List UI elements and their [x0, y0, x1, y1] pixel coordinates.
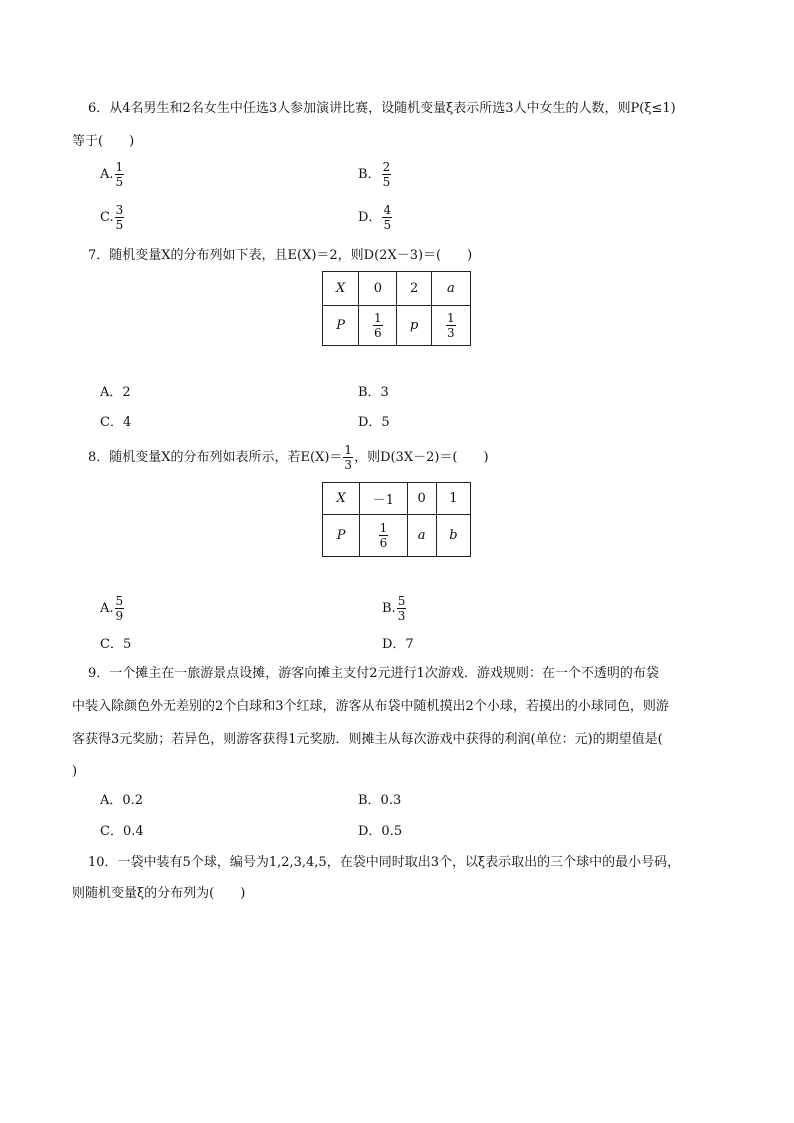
- q8-option-b-label: B.: [382, 601, 396, 616]
- q9-option-a: A．0.2: [100, 793, 144, 808]
- q8-table-value-0: 0: [407, 483, 436, 515]
- q9-stem-line4: ): [72, 764, 78, 779]
- q7-table-value-0: 0: [359, 272, 397, 306]
- q8-stem-post: ，则D(3X－2)＝( ): [354, 450, 489, 465]
- q6-option-c-fraction: $\frac{3}{5}$: [115, 203, 124, 232]
- q8-table-value-neg1: －1: [360, 483, 407, 515]
- q7-table-header-x: X: [323, 272, 359, 306]
- q8-stem: [88, 443, 489, 472]
- q8-table-value-1: 1: [436, 483, 470, 515]
- q7-option-a: A．2: [100, 385, 131, 400]
- q8-table-prob-a: a: [407, 515, 436, 557]
- q7-stem: 7．随机变量X的分布列如下表，且E(X)＝2，则D(2X－3)＝( ): [88, 248, 473, 263]
- q6-option-a-fraction: $\frac{1}{5}$: [115, 160, 124, 189]
- q8-option-a: [100, 594, 125, 623]
- q7-table-prob-3: $\frac{1}{3}$: [431, 306, 470, 346]
- q6-option-d: [358, 203, 393, 232]
- q9-option-c: C．0.4: [100, 824, 144, 839]
- q8-option-c: C．5: [100, 637, 132, 652]
- q10-stem-line2: 则随机变量ξ的分布列为( ): [72, 886, 246, 901]
- q6-option-a: [100, 160, 125, 189]
- q8-option-a-fraction: $\frac{5}{9}$: [115, 594, 124, 623]
- q8-option-b-fraction: $\frac{5}{3}$: [397, 594, 406, 623]
- q9-option-d: D．0.5: [358, 824, 403, 839]
- q9-stem-line3: 客获得3元奖励；若异色，则游客获得1元奖励．则摊主从每次游戏中获得的利润(单位：元)的期望值是(: [72, 732, 663, 747]
- q6-option-b-label: B．: [358, 167, 381, 182]
- q8-stem-pre: 8．随机变量X的分布列如表所示，若E(X)＝: [88, 450, 343, 465]
- q6-option-d-fraction: $\frac{4}{5}$: [383, 203, 392, 232]
- q7-distribution-table: [322, 271, 471, 346]
- q6-stem-line2: 等于( ): [72, 134, 135, 149]
- q9-option-b: B．0.3: [358, 793, 402, 808]
- q8-distribution-table: [322, 482, 471, 557]
- q6-option-a-label: A.: [100, 167, 114, 182]
- q6-option-b: [358, 160, 392, 189]
- q7-table-header-p: P: [323, 306, 359, 346]
- q7-table-prob-1: $\frac{1}{6}$: [359, 306, 397, 346]
- q6-option-c: [100, 203, 125, 232]
- q9-stem-line2: 中装入除颜色外无差别的2个白球和3个红球，游客从布袋中随机摸出2个小球，若摸出的小球同色，则游: [72, 699, 669, 714]
- q8-table-prob-1: $\frac{1}{6}$: [360, 515, 407, 557]
- q10-stem-line1: 10．一袋中装有5个球，编号为1,2,3,4,5，在袋中同时取出3个，以ξ表示取出的三个球中的最小号码，: [88, 855, 681, 870]
- q6-option-d-label: D．: [358, 210, 382, 225]
- q7-table-prob-2: p: [397, 306, 431, 346]
- q6-stem-line1: 6．从4名男生和2名女生中任选3人参加演讲比赛，设随机变量ξ表示所选3人中女生的人数，则P(ξ≤1): [88, 101, 676, 116]
- q8-stem-fraction: $\frac{1}{3}$: [344, 443, 353, 472]
- q8-option-b: [382, 594, 407, 623]
- q7-table-value-a: a: [431, 272, 470, 306]
- q7-table-value-2: 2: [397, 272, 431, 306]
- q7-option-d: D．5: [358, 415, 390, 430]
- q8-table-header-x: X: [323, 483, 360, 515]
- q8-table-header-p: P: [323, 515, 360, 557]
- q8-option-a-label: A.: [100, 601, 114, 616]
- q7-option-c: C．4: [100, 415, 132, 430]
- q8-option-d: D．7: [382, 637, 414, 652]
- q6-option-b-fraction: $\frac{2}{5}$: [382, 160, 391, 189]
- q8-table-prob-b: b: [436, 515, 470, 557]
- q7-option-b: B．3: [358, 385, 389, 400]
- q6-option-c-label: C.: [100, 210, 114, 225]
- q9-stem-line1: 9．一个摊主在一旅游景点设摊，游客向摊主支付2元进行1次游戏．游戏规则：在一个不透明的布袋: [88, 666, 659, 681]
